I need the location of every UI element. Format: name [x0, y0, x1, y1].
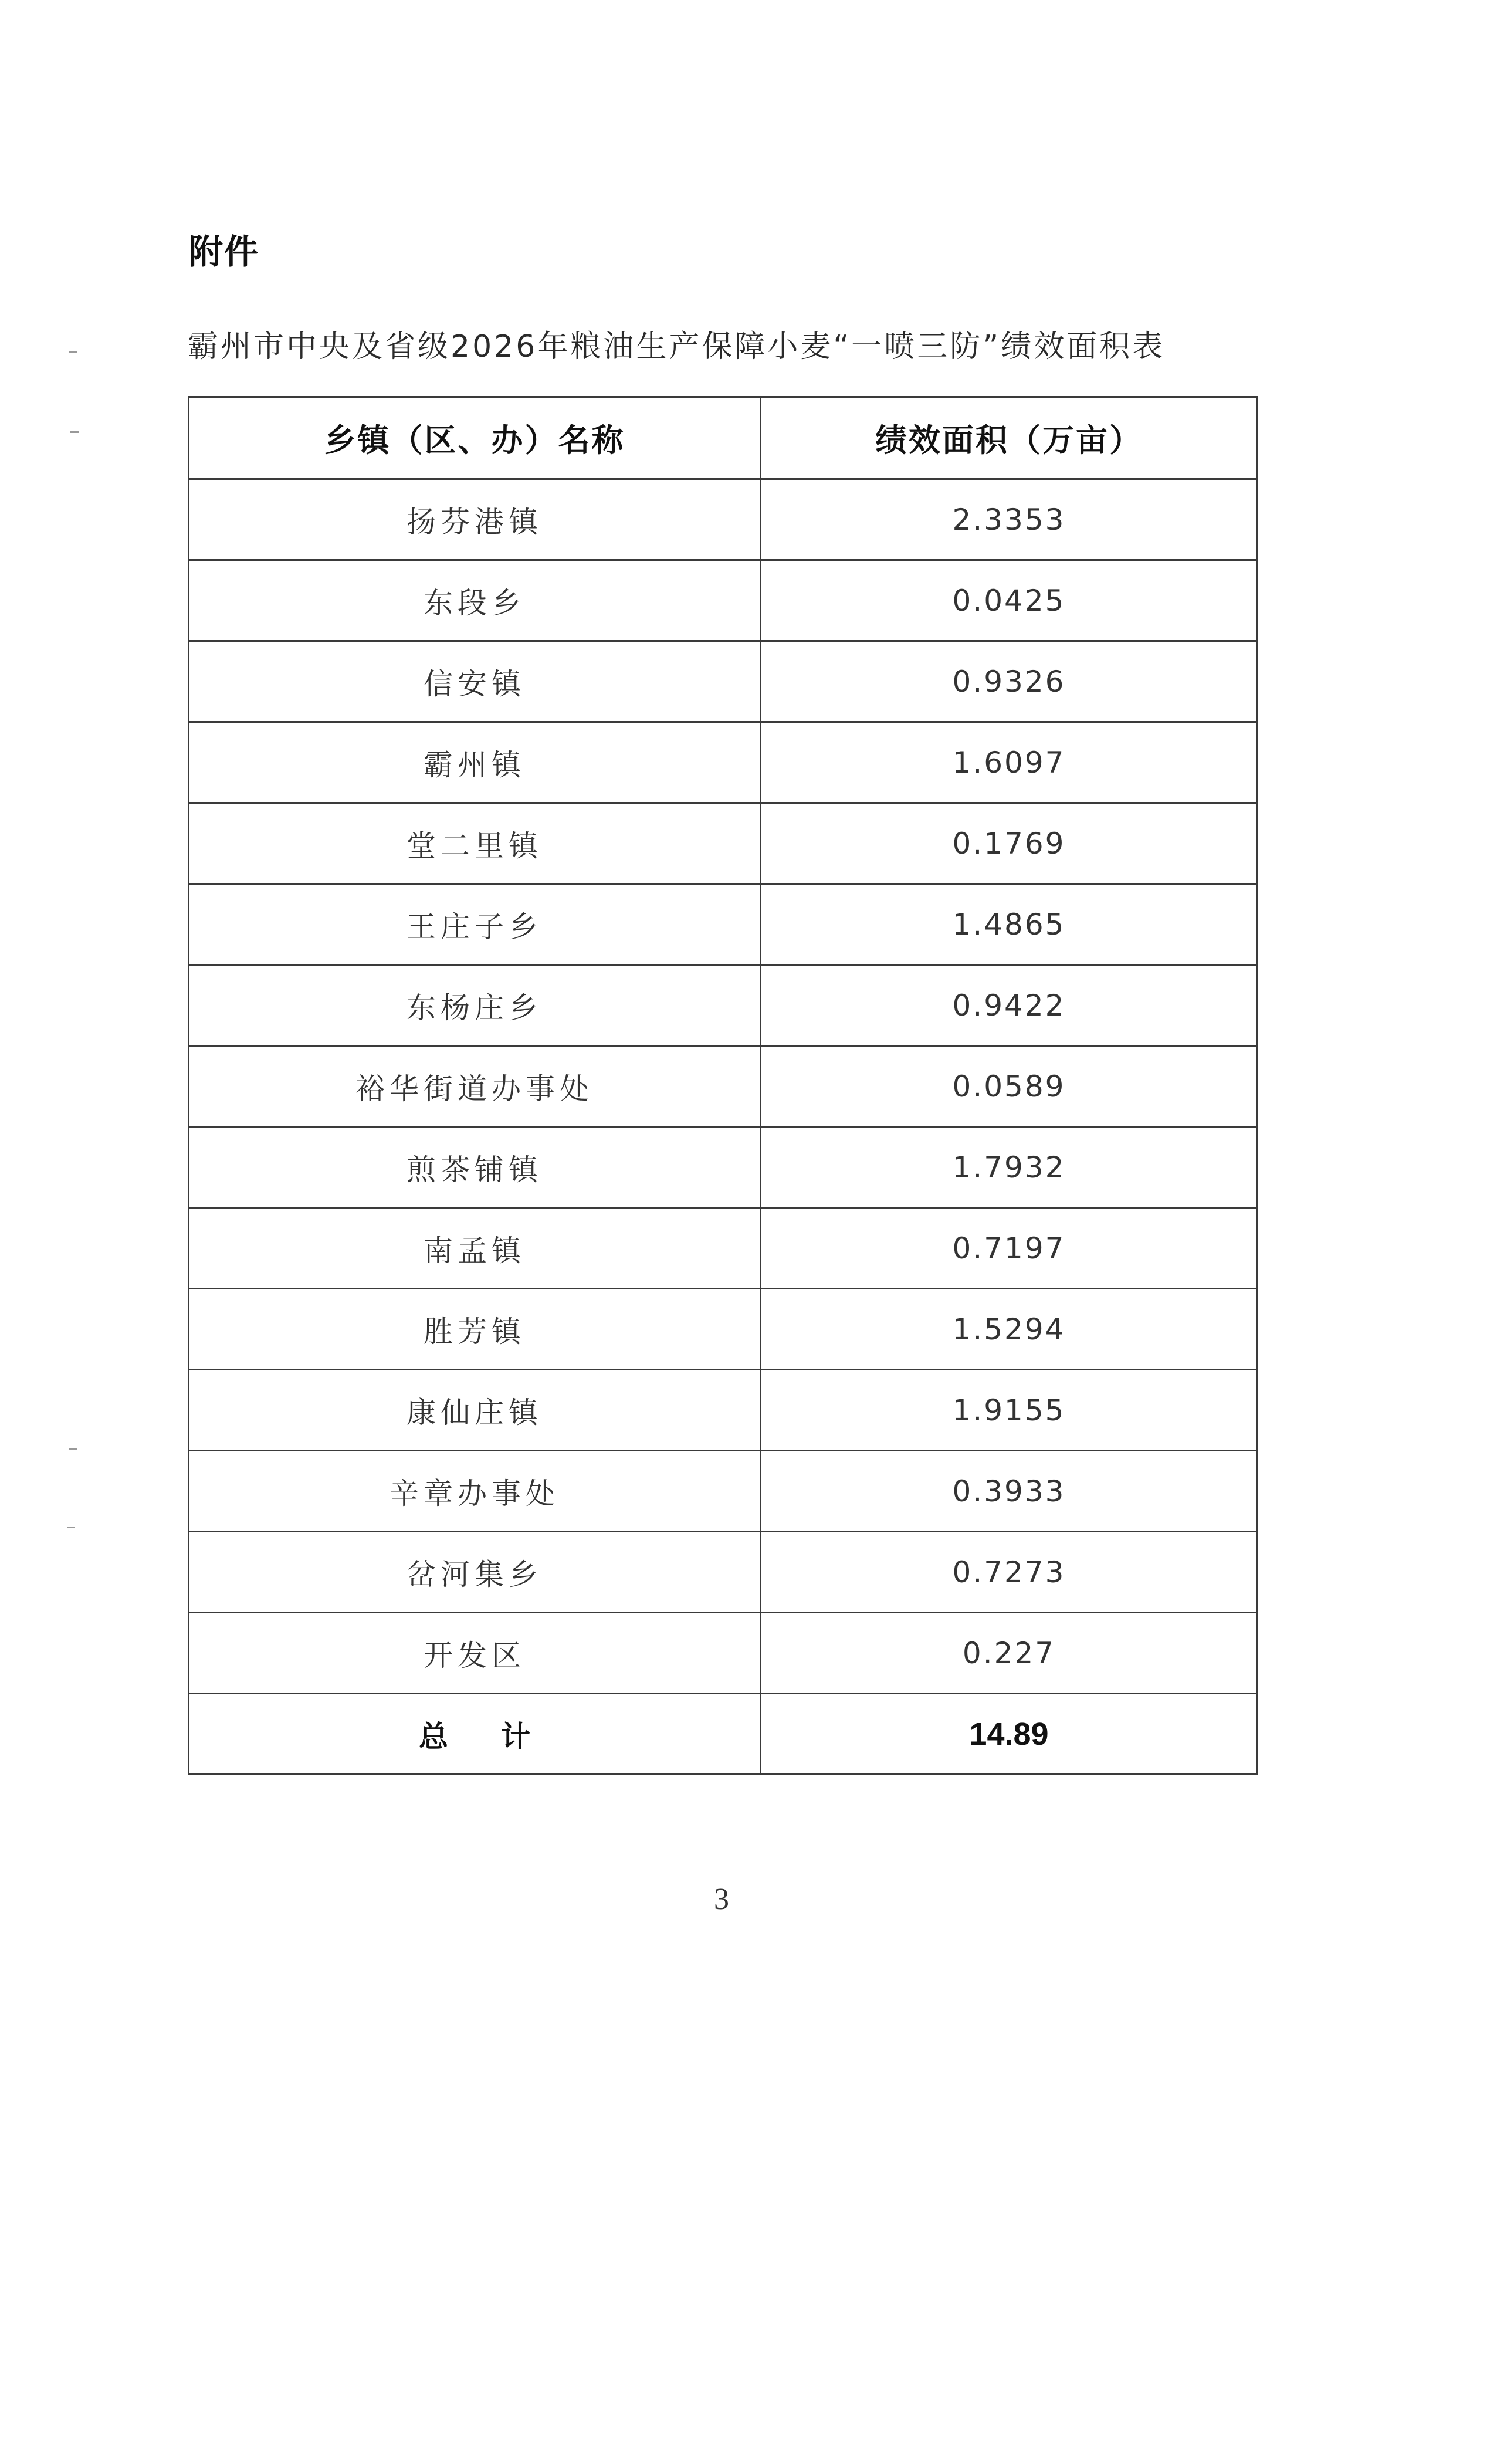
area-value: 0.9326	[761, 641, 1258, 722]
table-row	[189, 1208, 1258, 1289]
township-name: 东杨庄乡	[189, 965, 761, 1046]
table-row	[189, 722, 1258, 803]
header-township-name: 乡镇（区、办）名称	[189, 397, 761, 479]
table-row	[189, 1451, 1258, 1532]
table-row	[189, 560, 1258, 641]
total-label: 总计	[189, 1694, 761, 1775]
page-number: 3	[714, 1883, 729, 1916]
area-value: 1.7932	[761, 1127, 1258, 1208]
area-value: 2.3353	[761, 479, 1258, 560]
total-value: 14.89	[761, 1694, 1258, 1775]
table-row	[189, 1532, 1258, 1613]
township-name: 开发区	[189, 1613, 761, 1694]
area-table-container	[188, 396, 1256, 1775]
area-value: 1.6097	[761, 722, 1258, 803]
area-value: 1.9155	[761, 1370, 1258, 1451]
township-name: 南孟镇	[189, 1208, 761, 1289]
area-value: 1.4865	[761, 884, 1258, 965]
attachment-label: 附件	[189, 232, 260, 272]
table-row	[189, 479, 1258, 560]
table-row	[189, 1613, 1258, 1694]
table-row	[189, 884, 1258, 965]
township-name: 胜芳镇	[189, 1289, 761, 1370]
header-performance-area: 绩效面积（万亩）	[761, 397, 1258, 479]
area-value: 0.9422	[761, 965, 1258, 1046]
performance-area-table	[188, 396, 1258, 1775]
township-name: 东段乡	[189, 560, 761, 641]
area-value: 0.7197	[761, 1208, 1258, 1289]
area-value: 0.1769	[761, 803, 1258, 884]
table-header-row	[189, 397, 1258, 479]
table-row	[189, 1127, 1258, 1208]
scan-speck	[69, 1448, 77, 1450]
scan-speck	[70, 431, 79, 433]
township-name: 扬芬港镇	[189, 479, 761, 560]
area-value: 1.5294	[761, 1289, 1258, 1370]
table-row	[189, 641, 1258, 722]
area-value: 0.0425	[761, 560, 1258, 641]
document-title: 霸州市中央及省级2026年粮油生产保障小麦“一喷三防”绩效面积表	[188, 329, 1166, 364]
total-row	[189, 1694, 1258, 1775]
township-name: 信安镇	[189, 641, 761, 722]
table-row	[189, 1370, 1258, 1451]
table-row	[189, 1046, 1258, 1127]
township-name: 霸州镇	[189, 722, 761, 803]
table-row	[189, 803, 1258, 884]
township-name: 堂二里镇	[189, 803, 761, 884]
area-value: 0.227	[761, 1613, 1258, 1694]
township-name: 岔河集乡	[189, 1532, 761, 1613]
table-row	[189, 965, 1258, 1046]
scan-speck	[67, 1527, 75, 1528]
township-name: 辛章办事处	[189, 1451, 761, 1532]
township-name: 煎茶铺镇	[189, 1127, 761, 1208]
area-value: 0.7273	[761, 1532, 1258, 1613]
table-row	[189, 1289, 1258, 1370]
area-value: 0.0589	[761, 1046, 1258, 1127]
township-name: 王庄子乡	[189, 884, 761, 965]
township-name: 康仙庄镇	[189, 1370, 761, 1451]
township-name: 裕华街道办事处	[189, 1046, 761, 1127]
scan-speck	[69, 351, 77, 353]
area-value: 0.3933	[761, 1451, 1258, 1532]
